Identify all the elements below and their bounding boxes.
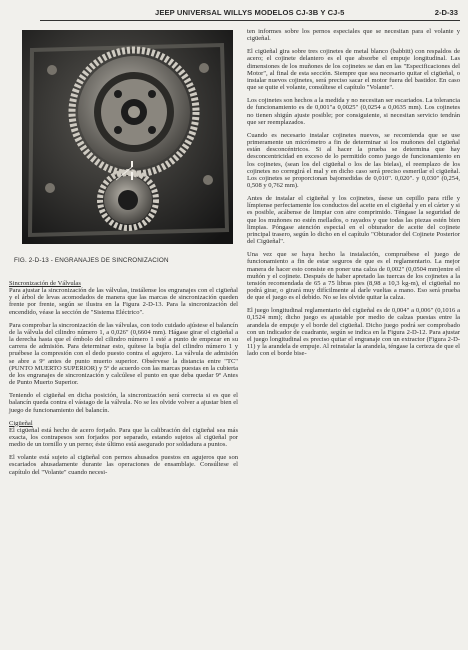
paragraph: Antes de instalar el cigüeñal y los cojinetes, úsese un cepillo para rifle y límpiense perfectamente los conductos del aceite en el cigüeñal y en el cárter y si es posible, acábense de limpiar con aire comprimido. Téngase la seguridad de que los muñones no estén mellados, o rayados y que todas las piezas estén bien limpias. Póngase atención especial en el obturador de aceite del cojinete principal trasero, según lo dicho en el capítulo "Obturador del Cojinete Posterior del Cigüeñal". — [247, 195, 460, 246]
paragraph: Teniendo el cigüeñal en dicha posición, la sincronización será correcta si es que el balancín queda contra el vástago de la válvula. No se les olvide volver a ajustar bien el juego de funcionamiento del balancín. — [9, 392, 238, 414]
header-title: JEEP UNIVERSAL WILLYS MODELOS CJ-3B Y CJ-5 — [155, 8, 345, 17]
timing-gears-illustration — [22, 30, 233, 244]
paragraph: El volante está sujeto al cigüeñal con pernos ahusados puestos en agujeros que son escariados ahusadamente durante las operaciones de ensamblaje. Consúltese el capítulo del "Volante" cuando necesi- — [9, 454, 238, 476]
timing-gears-photo — [22, 30, 233, 244]
paragraph: El juego longitudinal reglamentario del cigüeñal es de 0,004" a 0,006" (0,1016 a 0,1524 mm); dicho juego es ajustable por medio de calzas puestas entre la arandela de empuje y el borde del cigüeñal. Dicho juego podrá ser comprobado con un indicador de cuadrante, según se indica en la Figura 2-D-12. Para ajustar el juego longitudinal es preciso quitar el engranaje con un extractor (Figura 2-D-11) y la arandela de empuje. Al reinstalar la arandela, téngase la certeza de que el lado con el borde bise- — [247, 307, 460, 358]
paragraph: El cigüeñal está hecho de acero forjado. Para que la calibración del cigüeñal sea más exacta, los contrapesos son forjados por separado, estando sujetos al cigüeñal por medio de un tornillo y un perno; éste último está asegurado por soldadura a puntos. — [9, 426, 238, 449]
section-heading-crankshaft: Cigüeñal — [9, 419, 33, 427]
figure-caption: FIG. 2-D-13 - ENGRANAJES DE SINCRONIZACION — [14, 257, 169, 264]
paragraph: Para comprobar la sincronización de las válvulas, con todo cuidado ajústese el balancín de la válvula del cilindro número 1, a 0,026" (0,6604 mm). Hágase girar el cigüeñal a la derecha hasta que el émbolo del cilindro número 1 esté a punto de empezar en su carrera de admisión. Para determinar esto, quítese la bujía del cilindro número 1 y pruébese la compresión con el dedo puesto contra el agujero. La válvula de admisión se abre a 9º antes de punto muerto superior. Obsérvese la distancia entre "TC" (PUNTO MUERTO SUPERIOR) y 5º de acuerdo con las marcas puestas en la cubierta de los engranajes de sincronización y calcúlese el punto en que deba quedar 9º Antes de Punto Muerto Superior. — [9, 321, 238, 387]
paragraph: Para ajustar la sincronización de las válvulas, instálense los engranajes con el cigüeñal y el árbol de levas acomodados de manera que las marcas de sincronización queden frente por frente, según se ilustra en la Figura 2-D-13. Para la sincronización del encendido, véase la sección de "Sistema Eléctrico". — [9, 287, 238, 316]
paragraph: El cigüeñal gira sobre tres cojinetes de metal blanco (babbitt) con respaldos de acero; el cojinete delantero es el que absorbe el empuje longitudinal. Las dimensiones de los muñones de los cojinetes se dan en las "Especificaciones del Motor", al final de esta sección. Siempre que sea necesario quitar el cigüeñal, o instalar nuevos cojinetes, será preciso sacar el motor fuera del bastidor. En caso que se quite el volante, consúltese el capítulo "Volante". — [247, 48, 460, 92]
page-number: 2-D-33 — [434, 8, 458, 17]
paragraph: Los cojinetes son hechos a la medida y no necesitan ser escariados. La tolerancia de funcionamiento es de 0,001"a 0,0025" (0,0254 a 0,0635 mm). Los cojinetes no tienen shigún ajuste posible; por consiguiente, si necesitan servicio tendrán que ser reemplazados. — [247, 97, 460, 126]
paragraph: ten informes sobre los pernos especiales que se necesitan para el volante y cigüeñal. — [247, 28, 460, 43]
header-rule — [40, 20, 460, 21]
section-heading-valve-timing: Sincronización de Válvulas — [9, 280, 81, 287]
left-column — [9, 280, 238, 482]
paragraph: Una vez que se haya hecho la instalación, compruébese el juego de funcionamiento a fin de estar seguros de que es el reglamentario. La mejor manera de hacer esto consiste en poner una calza de 0,002" (0,0504 mm)entre el muñón y el cojinete. Después de haber apretado las tuercas de los cojinetes a la tensión recomendada de 65 a 75 libras pies (8,98 a 10,3 kg-m), el cigüeñal no podrá girar, o girará muy difícilmente al darle vueltas a mano. Eso será prueba de que el juego es el debido. No se les olvide quitar la calza. — [247, 251, 460, 302]
paragraph: Cuando es necesario instalar cojinetes nuevos, se recomienda que se use primeramente un micrómetro a fin de determinar si los muñones del cigüeñal están desconcéntricos. Si al hacer la prueba se determina que hay desconcentricidad en exceso de lo permitido como juego de funcionamiento en los cojinetes, (sean los del cigüeñal o los de las bielas), el reemplazo de los cojinetes no corregirá el mal y en dicho caso será preciso esmerilar el cigüeñal. Los cojinetes se proporcionan bajomedidas de 0,010". 0,020". y 0,030" (0,254, 0,508 y 0,762 mm). — [247, 131, 460, 189]
right-column — [247, 28, 460, 363]
page-header — [40, 6, 460, 20]
